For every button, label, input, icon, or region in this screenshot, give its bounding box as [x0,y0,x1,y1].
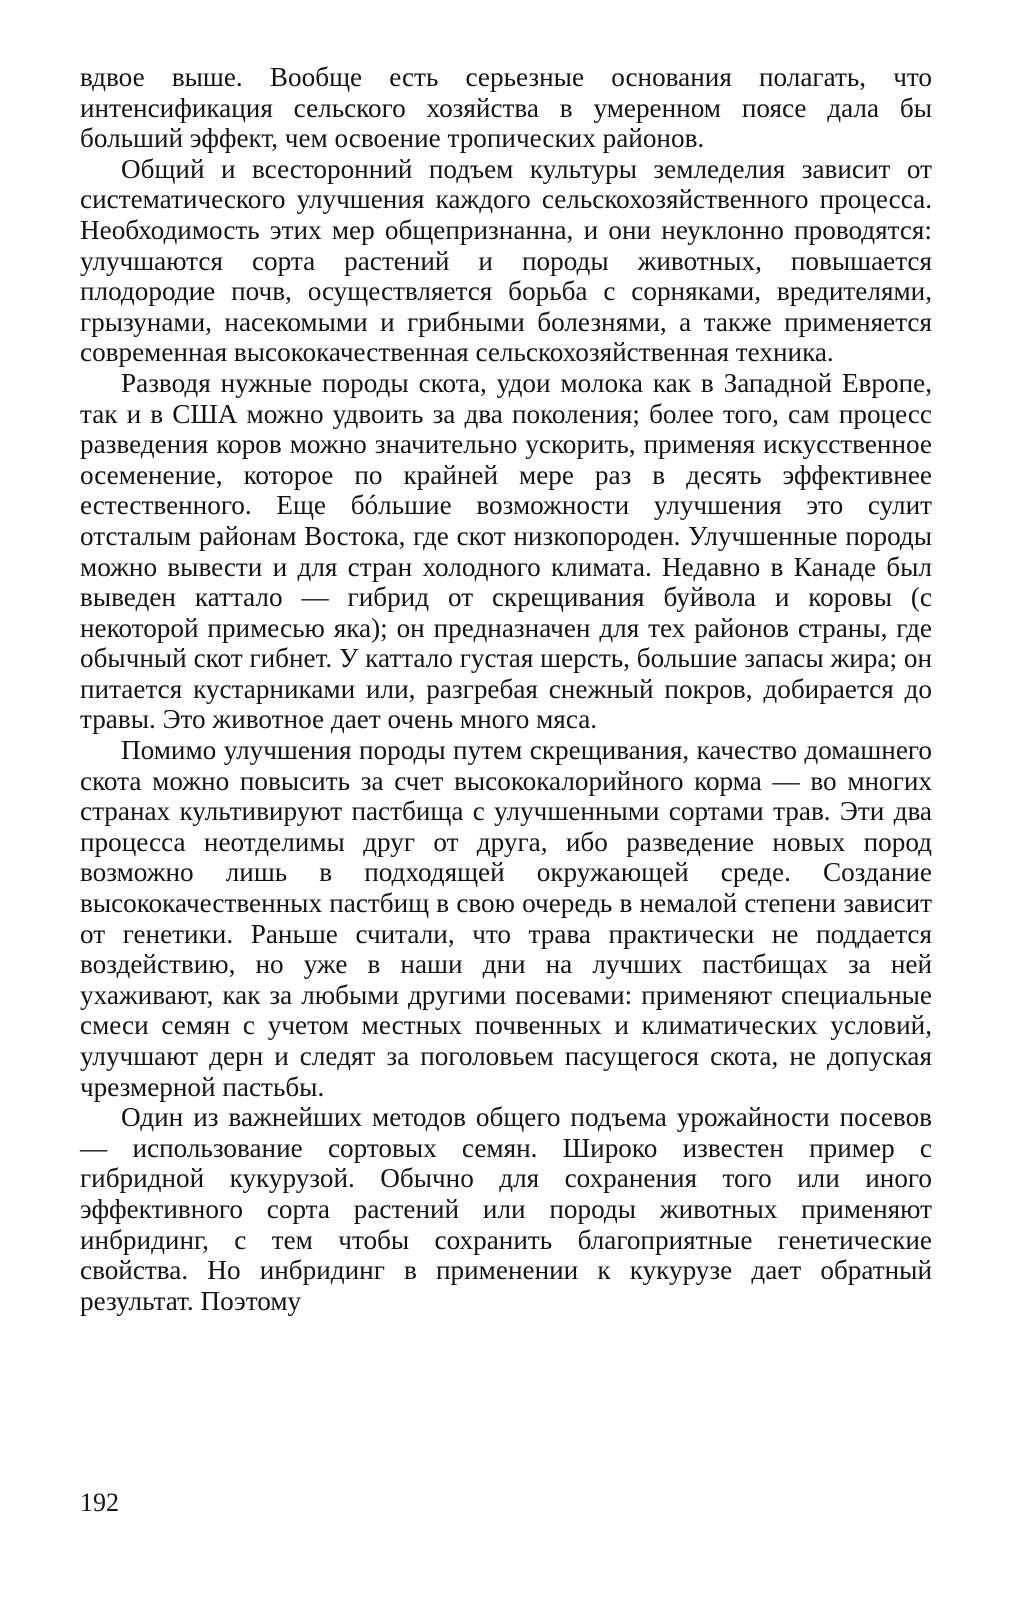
paragraph-continuation: вдвое выше. Вообще есть серьезные основания полагать, что интенсификация сельского хозяйства в умеренном поясе дала бы больший эффект, чем освоение тропических районов. [80,62,932,154]
paragraph-seed-varieties: Один из важнейших методов общего подъема урожайности посевов — использование сортовых семян. Широко известен пример с гибридной кукурузой. Обычно для сохранения того или иного эффективного сорта растений или породы животных применяют инбридинг, с тем чтобы сохранить благоприятные генетические свойства. Но инбридинг в применении к кукурузе дает обратный результат. Поэтому [80,1102,932,1316]
paragraph-pastures: Помимо улучшения породы путем скрещивания, качество домашнего скота можно повысить за счет высококалорийного корма — во многих странах культивируют пастбища с улучшенными сортами трав. Эти два процесса неотделимы друг от друга, ибо разведение новых пород возможно лишь в подходящей окружающей среде. Создание высококачественных пастбищ в свою очередь в немалой степени зависит от генетики. Раньше считали, что трава практически не поддается воздействию, но уже в наши дни на лучших пастбищах за ней ухаживают, как за любыми другими посевами: применяют специальные смеси семян с учетом местных почвенных и климатических условий, улучшают дерн и следят за поголовьем пасущегося скота, не допуская чрезмерной пастьбы. [80,735,932,1102]
paragraph-agriculture-culture: Общий и всесторонний подъем культуры земледелия зависит от систематического улучшения каждого сельскохозяйственного процесса. Необходимость этих мер общепризнанна, и они неуклонно проводятся: улучшаются сорта растений и породы животных, повышается плодородие почв, осуществляется борьба с сорняками, вредителями, грызунами, насекомыми и грибными болезнями, а также применяется современная высококачественная сельскохозяйственная техника. [80,153,932,368]
paragraph-cattle-breeding: Разводя нужные породы скота, удои молока как в Западной Европе, так и в США можно удвоить за два поколения; более того, сам процесс разведения коров можно значительно ускорить, применяя искусственное осеменение, которое по крайней мере раз в десять эффективнее естественного. Еще бóльшие возможности улучшения это сулит отсталым районам Востока, где скот низкопороден. Улучшенные породы можно вывести и для стран холодного климата. Недавно в Канаде был выведен каттало — гибрид от скрещивания буйвола и коровы (с некоторой примесью яка); он предназначен для тех районов страны, где обычный скот гибнет. У каттало густая шерсть, большие запасы жира; он питается кустарниками или, разгребая снежный покров, добирается до травы. Это животное дает очень много мяса. [80,367,932,735]
page-number: 192 [80,1488,119,1517]
page-body [80,62,932,1316]
